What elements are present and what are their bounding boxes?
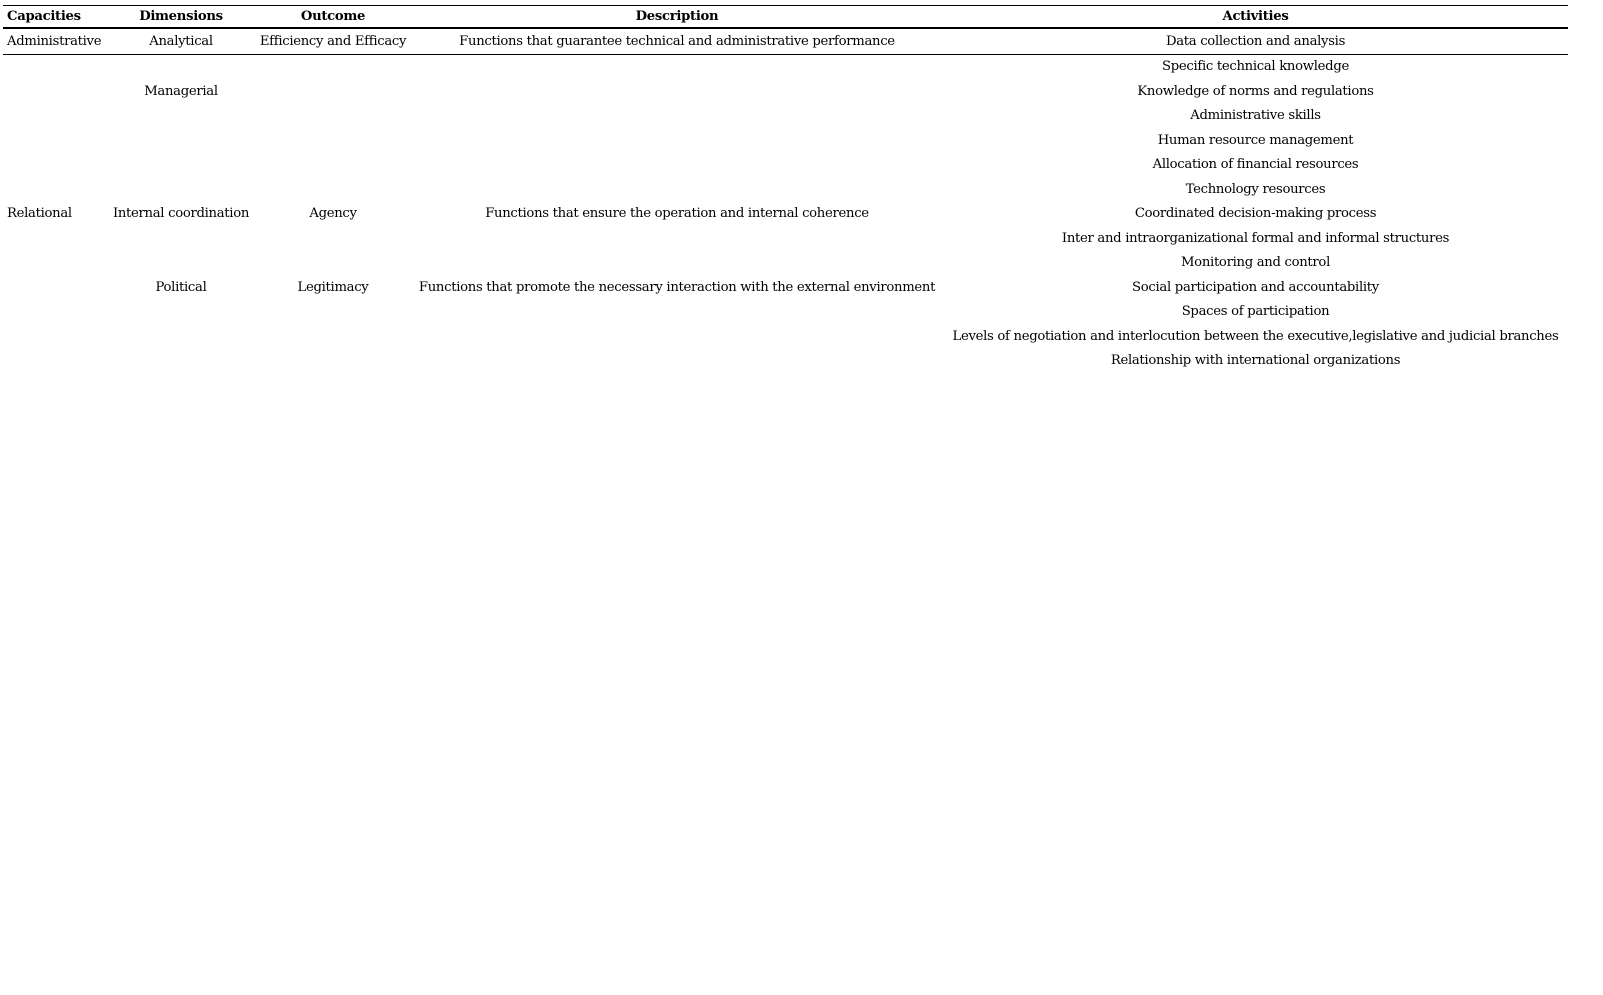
cell-activities: Relationship with international organizations [1110, 353, 1401, 369]
cell-activities: Knowledge of norms and regulations [1137, 83, 1374, 99]
cell-description [411, 177, 943, 202]
cell-outcome [255, 128, 411, 153]
header-description: Description [635, 9, 719, 24]
cell-dimensions [107, 104, 255, 129]
cell-description [411, 300, 943, 325]
table-row [3, 28, 1568, 54]
cell-capacities [3, 104, 107, 129]
cell-activities: Coordinated decision-making process [1134, 206, 1377, 222]
cell-dimensions [107, 226, 255, 251]
cell-outcome [255, 153, 411, 178]
cell-description [411, 349, 943, 374]
cell-outcome [255, 177, 411, 202]
cell-activities: Specific technical knowledge [1162, 59, 1349, 75]
cell-activities: Allocation of financial resources [1152, 157, 1359, 173]
cell-activities: Social participation and accountability [1132, 279, 1379, 295]
cell-activities: Levels of negotiation and interlocution between the executive,legislative and judicial branches [952, 328, 1559, 344]
cell-capacities [3, 324, 107, 349]
cell-outcome: Legitimacy [297, 279, 369, 295]
cell-outcome [255, 226, 411, 251]
cell-description [411, 251, 943, 276]
cell-outcome [255, 104, 411, 129]
table-row [3, 349, 1568, 374]
cell-capacities [3, 177, 107, 202]
cell-dimensions [107, 349, 255, 374]
cell-description [411, 79, 943, 104]
cell-description [411, 153, 943, 178]
cell-description [411, 54, 943, 79]
table-row [3, 79, 1568, 104]
cell-dimensions [107, 153, 255, 178]
cell-dimensions [107, 54, 255, 79]
cell-dimensions [107, 300, 255, 325]
table-body [3, 28, 1568, 373]
cell-capacities [3, 226, 107, 251]
header-activities: Activities [1222, 9, 1289, 24]
cell-activities: Spaces of participation [1181, 304, 1330, 320]
cell-outcome [255, 79, 411, 104]
cell-capacities [3, 349, 107, 374]
cell-outcome [255, 349, 411, 374]
table-row [3, 54, 1568, 79]
cell-outcome [255, 324, 411, 349]
cell-capacities [3, 54, 107, 79]
cell-outcome: Agency [309, 206, 357, 222]
table-row [3, 202, 1568, 227]
cell-capacities [3, 128, 107, 153]
header-dimensions: Dimensions [139, 9, 223, 24]
cell-activities: Human resource management [1157, 132, 1354, 148]
cell-outcome [255, 251, 411, 276]
cell-description [411, 226, 943, 251]
table-row [3, 324, 1568, 349]
cell-description: Functions that promote the necessary interaction with the external environment [418, 279, 936, 295]
table-row [3, 153, 1568, 178]
cell-dimensions [107, 324, 255, 349]
cell-dimensions: Political [155, 279, 207, 295]
cell-outcome [255, 300, 411, 325]
table-row [3, 251, 1568, 276]
table-row [3, 275, 1568, 300]
cell-activities: Monitoring and control [1180, 255, 1330, 271]
cell-dimensions [107, 177, 255, 202]
table-row [3, 300, 1568, 325]
cell-description: Functions that ensure the operation and internal coherence [485, 206, 869, 222]
cell-dimensions: Managerial [144, 83, 218, 99]
cell-activities: Technology resources [1185, 181, 1326, 197]
header-row [3, 6, 1568, 29]
table-row [3, 128, 1568, 153]
cell-capacities: Administrative [7, 33, 102, 49]
cell-description [411, 128, 943, 153]
cell-description [411, 324, 943, 349]
cell-dimensions [107, 128, 255, 153]
cell-capacities: Relational [7, 206, 72, 222]
cell-activities: Data collection and analysis [1165, 33, 1346, 49]
cell-dimensions: Internal coordination [112, 206, 250, 222]
table-header [3, 6, 1568, 29]
header-outcome: Outcome [300, 9, 366, 24]
cell-outcome: Efficiency and Efficacy [259, 33, 407, 49]
cell-description: Functions that guarantee technical and administrative performance [459, 33, 895, 49]
cell-capacities [3, 251, 107, 276]
header-capacities: Capacities [7, 9, 81, 24]
table-row [3, 104, 1568, 129]
capacities-table [3, 5, 1568, 373]
cell-capacities [3, 79, 107, 104]
capacities-table-container [3, 5, 1568, 373]
cell-dimensions [107, 251, 255, 276]
cell-activities: Administrative skills [1190, 108, 1321, 124]
table-row [3, 177, 1568, 202]
cell-dimensions: Analytical [149, 33, 213, 49]
cell-capacities [3, 153, 107, 178]
cell-capacities [3, 275, 107, 300]
cell-outcome [255, 54, 411, 79]
table-row [3, 226, 1568, 251]
cell-description [411, 104, 943, 129]
cell-activities: Inter and intraorganizational formal and informal structures [1061, 230, 1450, 246]
cell-capacities [3, 300, 107, 325]
